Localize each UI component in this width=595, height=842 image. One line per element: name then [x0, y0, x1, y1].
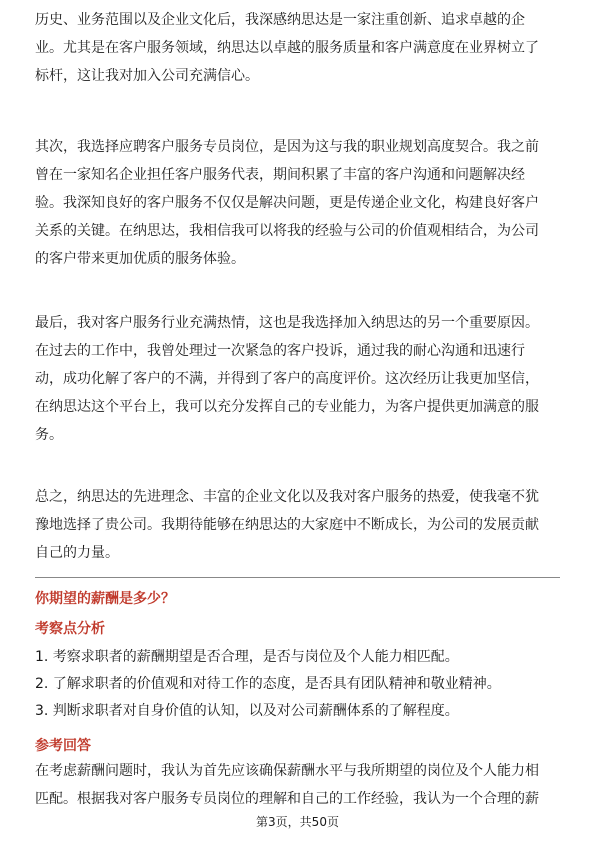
text-line: 曾在一家知名企业担任客户服务代表，期间积累了丰富的客户沟通和问题解决经 — [35, 167, 525, 183]
paragraph-answer — [35, 757, 563, 813]
text-line: 的客户带来更加优质的服务体验。 — [35, 251, 245, 267]
paragraph-company-culture — [35, 6, 563, 90]
list-item: 1. 考察求职者的薪酬期望是否合理，是否与岗位及个人能力相匹配。 — [35, 649, 459, 665]
text-line: 历史、业务范围以及企业文化后，我深感纳思达是一家注重创新、追求卓越的企 — [35, 12, 525, 28]
paragraph-career-plan — [35, 133, 563, 273]
analysis-heading: 考察点分析 — [35, 621, 105, 637]
text-line: 在纳思达这个平台上，我可以充分发挥自己的专业能力，为客户提供更加满意的服 — [35, 399, 539, 415]
analysis-list — [35, 644, 501, 725]
text-line: 动，成功化解了客户的不满，并得到了客户的高度评价。这次经历让我更加坚信， — [35, 371, 539, 387]
text-line: 关系的关键。在纳思达，我相信我可以将我的经验与公司的价值观相结合，为公司 — [35, 223, 539, 239]
answer-heading: 参考回答 — [35, 738, 91, 754]
text-line: 在过去的工作中，我曾处理过一次紧急的客户投诉，通过我的耐心沟通和迅速行 — [35, 343, 525, 359]
question-title: 你期望的薪酬是多少？ — [35, 591, 175, 607]
page-number: 第3页，共50页 — [256, 815, 339, 829]
text-line: 自己的力量。 — [35, 545, 119, 561]
list-item: 2. 了解求职者的价值观和对待工作的态度，是否具有团队精神和敬业精神。 — [35, 676, 501, 692]
text-line: 豫地选择了贵公司。我期待能够在纳思达的大家庭中不断成长，为公司的发展贡献 — [35, 517, 539, 533]
text-line: 其次，我选择应聘客户服务专员岗位，是因为这与我的职业规划高度契合。我之前 — [35, 139, 539, 155]
text-line: 务。 — [35, 427, 63, 443]
text-line: 验。我深知良好的客户服务不仅仅是解决问题，更是传递企业文化，构建良好客户 — [35, 195, 539, 211]
text-line: 业。尤其是在客户服务领域，纳思达以卓越的服务质量和客户满意度在业界树立了 — [35, 40, 539, 56]
text-line: 在考虑薪酬问题时，我认为首先应该确保薪酬水平与我所期望的岗位及个人能力相 — [35, 763, 539, 779]
section-divider — [35, 577, 560, 578]
text-line: 标杆，这让我对加入公司充满信心。 — [35, 68, 259, 84]
list-item: 3. 判断求职者对自身价值的认知，以及对公司薪酬体系的了解程度。 — [35, 703, 459, 719]
text-line: 总之，纳思达的先进理念、丰富的企业文化以及我对客户服务的热爱，使我毫不犹 — [35, 489, 539, 505]
paragraph-passion — [35, 309, 563, 449]
paragraph-conclusion — [35, 483, 563, 567]
text-line: 匹配。根据我对客户服务专员岗位的理解和自己的工作经验，我认为一个合理的薪 — [35, 791, 539, 807]
text-line: 最后，我对客户服务行业充满热情，这也是我选择加入纳思达的另一个重要原因。 — [35, 315, 539, 331]
